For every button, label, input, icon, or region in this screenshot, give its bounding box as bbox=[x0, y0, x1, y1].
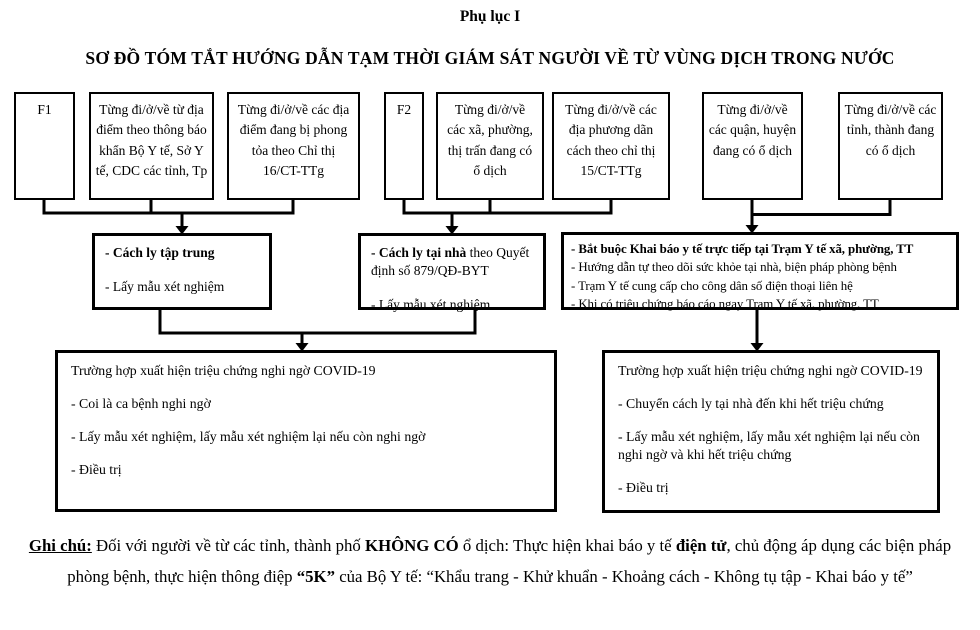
node-text: Từng đi/ở/về các tỉnh, thành đang có ổ dịch bbox=[844, 102, 937, 158]
node-lockdown-directive-16 bbox=[227, 92, 360, 200]
node-f1 bbox=[14, 92, 75, 200]
footnote-text: , chủ động áp dụng các biện pháp phòng bệnh, thực hiện thông điệp bbox=[67, 536, 952, 586]
node-f2 bbox=[384, 92, 424, 200]
action-line: - Lấy mẫu xét nghiệm bbox=[371, 297, 491, 313]
footnote-text: của Bộ Y tế: “Khẩu trang - Khử khuẩn - Khoảng cách - Không tụ tập - Khai báo y tế” bbox=[335, 566, 913, 586]
suspect-item: - Lấy mẫu xét nghiệm, lấy mẫu xét nghiệm lại nếu còn nghi ngờ và khi hết triệu chứng bbox=[618, 428, 920, 462]
action-line bbox=[371, 244, 533, 280]
footnote-text: Đối với người về từ các tỉnh, thành phố bbox=[91, 536, 366, 555]
node-text: Từng đi/ở/về từ địa điểm theo thông báo khẩn Bộ Y tế, Sở Y tế, CDC các tỉnh, Tp bbox=[95, 102, 208, 178]
suspect-title: Trường hợp xuất hiện triệu chứng nghi ngờ COVID-19 bbox=[71, 363, 376, 378]
footnote-label: Ghi chú: bbox=[28, 536, 92, 555]
suspect-item: - Coi là ca bệnh nghi ngờ bbox=[71, 395, 211, 411]
action-line: - Khi có triệu chứng báo cáo ngay Trạm Y tế xã, phường, TT bbox=[571, 296, 879, 311]
footnote-emphasis: “5K” bbox=[296, 566, 335, 586]
node-suspected-case-right bbox=[602, 350, 940, 513]
suspect-item: - Điều trị bbox=[71, 461, 122, 477]
node-centralized-quarantine bbox=[92, 233, 272, 310]
node-suspected-case-left bbox=[55, 350, 557, 512]
footnote-emphasis: KHÔNG CÓ bbox=[365, 536, 459, 555]
node-f1-label: F1 bbox=[37, 102, 52, 117]
appendix-label: Phụ lục I bbox=[459, 8, 521, 25]
footnote-emphasis: điện tử bbox=[675, 536, 727, 555]
node-f2-label: F2 bbox=[396, 102, 412, 117]
suspect-title: Trường hợp xuất hiện triệu chứng nghi ngờ COVID-19 bbox=[618, 363, 923, 378]
action-line: - Lấy mẫu xét nghiệm bbox=[105, 279, 225, 295]
node-text: Từng đi/ở/về các địa phương dãn cách theo chỉ thị 15/CT-TTg bbox=[565, 102, 657, 178]
node-mandatory-health-declaration bbox=[561, 232, 959, 310]
action-line-rest: theo Quyết định số 879/QĐ-BYT bbox=[371, 245, 530, 279]
suspect-item: - Điều trị bbox=[618, 479, 669, 495]
action-line: - Bắt buộc Khai báo y tế trực tiếp tại Trạm Y tế xã, phường, TT bbox=[571, 242, 914, 256]
action-line: - Hướng dẫn tự theo dõi sức khỏe tại nhà, biện pháp phòng bệnh bbox=[571, 260, 897, 275]
node-commune-outbreak bbox=[436, 92, 544, 200]
node-distancing-directive-15 bbox=[552, 92, 670, 200]
node-text: Từng đi/ở/về các xã, phường, thị trấn đang có ổ dịch bbox=[447, 102, 533, 178]
footnote-text: ổ dịch: Thực hiện khai báo y tế bbox=[458, 536, 676, 555]
action-line: - Cách ly tập trung bbox=[105, 245, 215, 260]
diagram-title: SƠ ĐỒ TÓM TẮT HƯỚNG DẪN TẠM THỜI GIÁM SÁT NGƯỜI VỀ TỪ VÙNG DỊCH TRONG NƯỚC bbox=[85, 48, 895, 68]
node-text: Từng đi/ở/về các quận, huyện đang có ổ dịch bbox=[708, 102, 797, 158]
suspect-item: - Chuyển cách ly tại nhà đến khi hết triệu chứng bbox=[618, 395, 884, 411]
node-district-outbreak bbox=[702, 92, 803, 200]
action-line-emphasis: - Cách ly tại nhà bbox=[371, 245, 467, 260]
node-emergency-notice-locations bbox=[89, 92, 214, 200]
node-home-quarantine bbox=[358, 233, 546, 313]
footnote bbox=[8, 531, 972, 592]
action-line: - Trạm Y tế cung cấp cho công dân số điện thoại liên hệ bbox=[571, 278, 853, 293]
suspect-item: - Lấy mẫu xét nghiệm, lấy mẫu xét nghiệm lại nếu còn nghi ngờ bbox=[71, 428, 426, 444]
node-text: Từng đi/ở/về các địa điểm đang bị phong tỏa theo Chỉ thị 16/CT-TTg bbox=[237, 102, 350, 178]
node-province-outbreak bbox=[838, 92, 943, 200]
